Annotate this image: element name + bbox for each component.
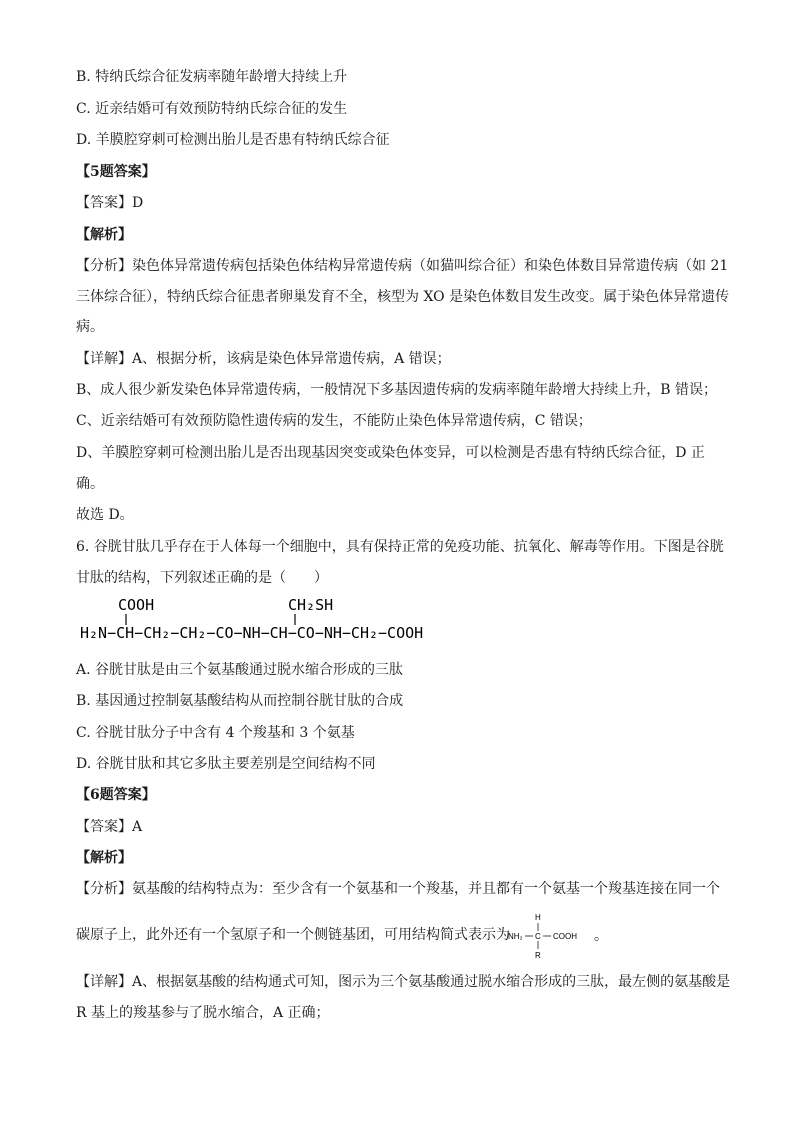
q5-detail-d-line-1: D、羊膜腔穿刺可检测出胎儿是否出现基因突变或染色体变异，可以检测是否患有特纳氏综合征，D 正: [76, 445, 705, 461]
amino-cooh: COOH: [553, 932, 577, 941]
q6-option-b: B. 基因通过控制氨基酸结构从而控制谷胱甘肽的合成: [76, 693, 404, 709]
amino-nh2: NH₂: [508, 932, 523, 941]
q6-analysis-heading: 【解析】: [76, 850, 132, 866]
amino-period: 。: [594, 928, 608, 944]
formula-ch2sh-branch: CH₂SH: [288, 596, 334, 614]
q6-option-d: D. 谷胱甘肽和其它多肽主要差别是空间结构不同: [76, 756, 376, 772]
glutathione-structure-svg: [80, 596, 480, 646]
q6-option-a: A. 谷胱甘肽是由三个氨基酸通过脱水缩合形成的三肽: [76, 662, 404, 678]
q6-answer: 【答案】A: [76, 819, 143, 835]
q5-conclusion: 故选 D。: [76, 507, 134, 523]
q5-analysis-heading: 【解析】: [76, 227, 132, 243]
amino-c: C: [535, 932, 541, 941]
q5-answer: 【答案】D: [76, 195, 144, 211]
q5-analysis-line-2: 三体综合征），特纳氏综合征患者卵巢发育不全，核型为 XO 是染色体数目发生改变。属于染色体异常遗传: [76, 289, 730, 305]
option-c-q5: C. 近亲结婚可有效预防特纳氏综合征的发生: [76, 101, 348, 117]
q6-stem-line-2: 甘肽的结构，下列叙述正确的是（ ）: [76, 570, 328, 586]
q5-detail-c: C、近亲结婚可有效预防隐性遗传病的发生，不能防止染色体异常遗传病，C 错误；: [76, 413, 592, 429]
q6-stem-line-1: 6. 谷胱甘肽几乎存在于人体每一个细胞中，具有保持正常的免疫功能、抗氧化、解毒等作用。下图是谷胱: [76, 539, 724, 555]
q5-detail-a: 【详解】A、根据分析，该病是染色体异常遗传病，A 错误；: [76, 351, 451, 367]
q6-analysis-line-2: 碳原子上，此外还有一个氢原子和一个侧链基团，可用结构简式表示为: [76, 927, 510, 943]
q5-detail-b: B、成人很少新发染色体异常遗传病，一般情况下多基因遗传病的发病率随年龄增大持续上升，B 错误；: [76, 382, 718, 398]
q6-detail-a-line-1: 【详解】A、根据氨基酸的结构通式可知，图示为三个氨基酸通过脱水缩合形成的三肽，最左侧的氨基酸是: [76, 974, 731, 990]
q5-answer-heading: 【5题答案】: [76, 164, 156, 180]
q5-detail-d-line-2: 确。: [76, 476, 104, 492]
amino-h: H: [535, 913, 541, 922]
option-b-q5: B. 特纳氏综合征发病率随年龄增大持续上升: [76, 69, 348, 85]
q6-detail-a-line-2: R 基上的羧基参与了脱水缩合，A 正确；: [76, 1005, 330, 1021]
option-d-q5: D. 羊膜腔穿刺可检测出胎儿是否患有特纳氏综合征: [76, 132, 390, 148]
q6-option-c: C. 谷胱甘肽分子中含有 4 个羧基和 3 个氨基: [76, 725, 355, 741]
amino-acid-general-formula: [506, 908, 606, 964]
amino-r: R: [535, 951, 541, 960]
q6-answer-heading: 【6题答案】: [76, 787, 156, 803]
formula-cooh-branch: COOH: [118, 596, 155, 614]
q5-analysis-line-1: 【分析】染色体异常遗传病包括染色体结构异常遗传病（如猫叫综合征）和染色体数目异常遗传病（如 21: [76, 258, 729, 274]
q6-analysis-line-1: 【分析】氨基酸的结构特点为：至少含有一个氨基和一个羧基，并且都有一个氨基一个羧基连接在同一个: [76, 881, 720, 897]
q5-analysis-line-3: 病。: [76, 319, 104, 335]
glutathione-structure: [80, 596, 480, 646]
formula-main-chain: H₂N−CH−CH₂−CH₂−CO−NH−CH−CO−NH−CH₂−COOH: [80, 624, 424, 642]
